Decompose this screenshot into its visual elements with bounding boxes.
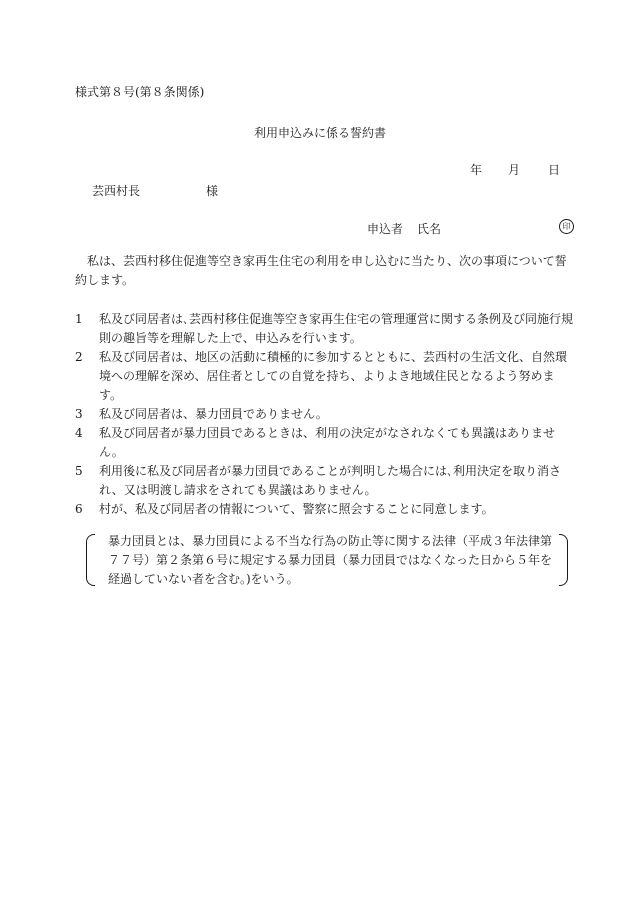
pledge-list xyxy=(75,310,575,519)
date-row xyxy=(470,161,560,178)
form-number: 様式第８号(第８条関係) xyxy=(75,85,205,99)
item-text: 私及び同居者は、暴力団員でありません。 xyxy=(99,407,328,421)
list-item xyxy=(75,424,575,462)
item-number: 1 xyxy=(75,312,83,326)
list-item xyxy=(75,500,575,519)
list-item xyxy=(75,348,575,405)
list-item xyxy=(75,462,575,500)
applicant-signature-line xyxy=(367,220,441,237)
item-text: 私及び同居者が暴力団員であるときは、利用の決定がなされなくても異議はありません。 xyxy=(99,426,556,459)
item-text: 利用後に私及び同居者が暴力団員であることが判明した場合には､利用決定を取り消され、又は明渡し請求をされても異議はありません。 xyxy=(99,464,562,497)
definition-note xyxy=(86,532,568,586)
date-year-label: 年 xyxy=(470,163,483,177)
item-number: 4 xyxy=(75,426,83,440)
left-bracket xyxy=(86,534,95,586)
item-number: 3 xyxy=(75,407,83,421)
item-text: 村が、私及び同居者の情報について、警察に照会することに同意します。 xyxy=(99,502,494,516)
intro-paragraph: 私は、芸西村移住促進等空き家再生住宅の利用を申し込むに当たり、次の事項について誓約します。 xyxy=(75,254,567,287)
list-item xyxy=(75,310,575,348)
item-text: 私及び同居者は、地区の活動に積極的に参加するとともに、芸西村の生活文化、自然環境への理解を深め、居住者としての自覚を持ち、よりよき地域住民となるよう努めます。 xyxy=(99,350,568,402)
definition-note-text: 暴力団員とは、暴力団員による不当な行為の防止等に関する法律（平成３年法律第７７号）第２条第６号に規定する暴力団員（暴力団員ではなくなった日から５年を経過していない者を含む。)をいう。 xyxy=(108,534,553,586)
addressee-honorific: 様 xyxy=(206,184,219,198)
document-title: 利用申込みに係る誓約書 xyxy=(254,126,387,140)
item-number: 5 xyxy=(75,464,83,478)
applicant-role: 申込者 xyxy=(367,222,404,236)
applicant-name-label: 氏名 xyxy=(417,222,442,236)
date-day-label: 日 xyxy=(548,163,561,177)
addressee-village: 芸西村長 xyxy=(92,184,141,198)
seal-icon: 印 xyxy=(559,219,574,234)
item-text: 私及び同居者は､芸西村移住促進等空き家再生住宅の管理運営に関する条例及び同施行規則の趣旨等を理解した上で、申込みを行います。 xyxy=(99,312,574,345)
right-bracket xyxy=(559,534,568,586)
item-number: 6 xyxy=(75,502,83,516)
list-item xyxy=(75,405,575,424)
date-month-label: 月 xyxy=(508,163,521,177)
item-number: 2 xyxy=(75,350,83,364)
addressee xyxy=(92,182,218,199)
